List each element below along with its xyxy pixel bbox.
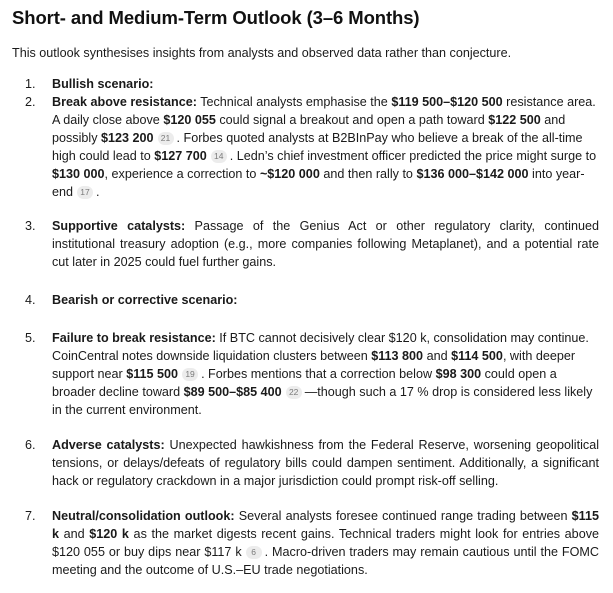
price-value: $114 500 (451, 349, 503, 363)
list-number: 7. (25, 509, 36, 523)
price-value: $123 200 (101, 131, 154, 145)
citation-badge[interactable]: 17 (77, 186, 93, 199)
list-item-bearish-scenario (12, 291, 601, 309)
list-item-adverse-catalysts (12, 436, 601, 490)
price-value: ~$120 000 (259, 167, 320, 181)
text: If BTC cannot decisively clear $120 k, consolidation may continue. CoinCentral notes downside liquidation clusters between (52, 331, 589, 363)
price-value: $136 000–$142 000 (416, 167, 529, 181)
price-value: $130 000 (52, 167, 105, 181)
price-value: $115 k (52, 509, 599, 541)
text: , experience a correction to (104, 167, 260, 181)
text: . Forbes mentions that a correction below (201, 367, 436, 381)
text: resistance area. A daily close above (52, 95, 596, 127)
item-label: Failure to break resistance: (52, 331, 216, 345)
price-value: $120 055 (163, 113, 216, 127)
price-value: $120 k (89, 527, 129, 541)
item-label: Break above resistance: (52, 95, 197, 109)
list-number: 5. (25, 331, 36, 345)
list-number: 2. (25, 95, 36, 109)
item-label: Adverse catalysts: (52, 438, 165, 452)
citation-badge[interactable]: 19 (182, 368, 198, 381)
text: and (423, 349, 452, 363)
price-value: $113 800 (371, 349, 424, 363)
citation-badge[interactable]: 6 (246, 546, 262, 559)
outlook-list (12, 75, 601, 579)
price-value: $115 500 (126, 367, 179, 381)
price-value: $89 500–$85 400 (183, 385, 282, 399)
page-title: Short- and Medium-Term Outlook (3–6 Months) (12, 7, 420, 28)
list-number: 1. (25, 77, 36, 91)
text: Unexpected hawkishness from the Federal Reserve, worsening geopolitical tensions, or delays/defeats of regulatory bills could dampen sentiment. Additionally, a significant hack or regulatory crackdown in a major jurisdiction could prompt risk-off selling. (52, 438, 599, 488)
text: and (59, 527, 90, 541)
text: could signal a breakout and open a path toward (215, 113, 489, 127)
list-item-failure-to-break-resistance (12, 329, 601, 419)
list-number: 6. (25, 438, 36, 452)
citation-badge[interactable]: 21 (158, 132, 174, 145)
intro-paragraph: This outlook synthesises insights from analysts and observed data rather than conjecture. (12, 46, 512, 60)
item-label: Bearish or corrective scenario: (52, 293, 238, 307)
list-number: 4. (25, 293, 36, 307)
text: . Ledn’s chief investment officer predicted the price might surge to (229, 149, 597, 163)
text: Several analysts foresee continued range trading between (234, 509, 572, 523)
text: —though such a 17 % drop is considered less likely in the current environment. (52, 385, 593, 417)
text: . (96, 185, 100, 199)
citation-badge[interactable]: 14 (211, 150, 227, 163)
price-value: $98 300 (435, 367, 482, 381)
text: , with deeper support near (52, 349, 576, 381)
list-number: 3. (25, 219, 36, 233)
text: . Forbes quoted analysts at B2BInPay who believe a break of the all-time high could lead to (52, 131, 583, 163)
text: could open a broader decline toward (52, 367, 557, 399)
text: and possibly (52, 113, 566, 145)
list-item-supportive-catalysts (12, 217, 601, 271)
citation-badge[interactable]: 22 (286, 386, 302, 399)
text: and then rally to (319, 167, 417, 181)
text: Passage of the Genius Act or other regulatory clarity, continued institutional treasury adoption (e.g., more companies following Metaplanet), and a potential rate cut later in 2025 could fuel further gains. (52, 219, 599, 269)
list-item-break-above-resistance (12, 93, 601, 201)
text: Technical analysts emphasise the (196, 95, 392, 109)
price-value: $119 500–$120 500 (391, 95, 503, 109)
text: into year-end (52, 167, 585, 199)
list-item-bullish-scenario (12, 75, 601, 93)
item-label: Supportive catalysts: (52, 219, 186, 233)
item-label: Neutral/consolidation outlook: (52, 509, 235, 523)
text: as the market digests recent gains. Technical traders might look for entries above $120 055 or buy dips near $117 k (52, 527, 599, 559)
price-value: $122 500 (488, 113, 541, 127)
price-value: $127 700 (154, 149, 207, 163)
item-label: Bullish scenario: (52, 77, 154, 91)
text: . Macro-driven traders may remain cautious until the FOMC meeting and the outcome of U.S.–EU trade negotiations. (52, 545, 599, 577)
list-item-neutral-consolidation (12, 507, 601, 579)
